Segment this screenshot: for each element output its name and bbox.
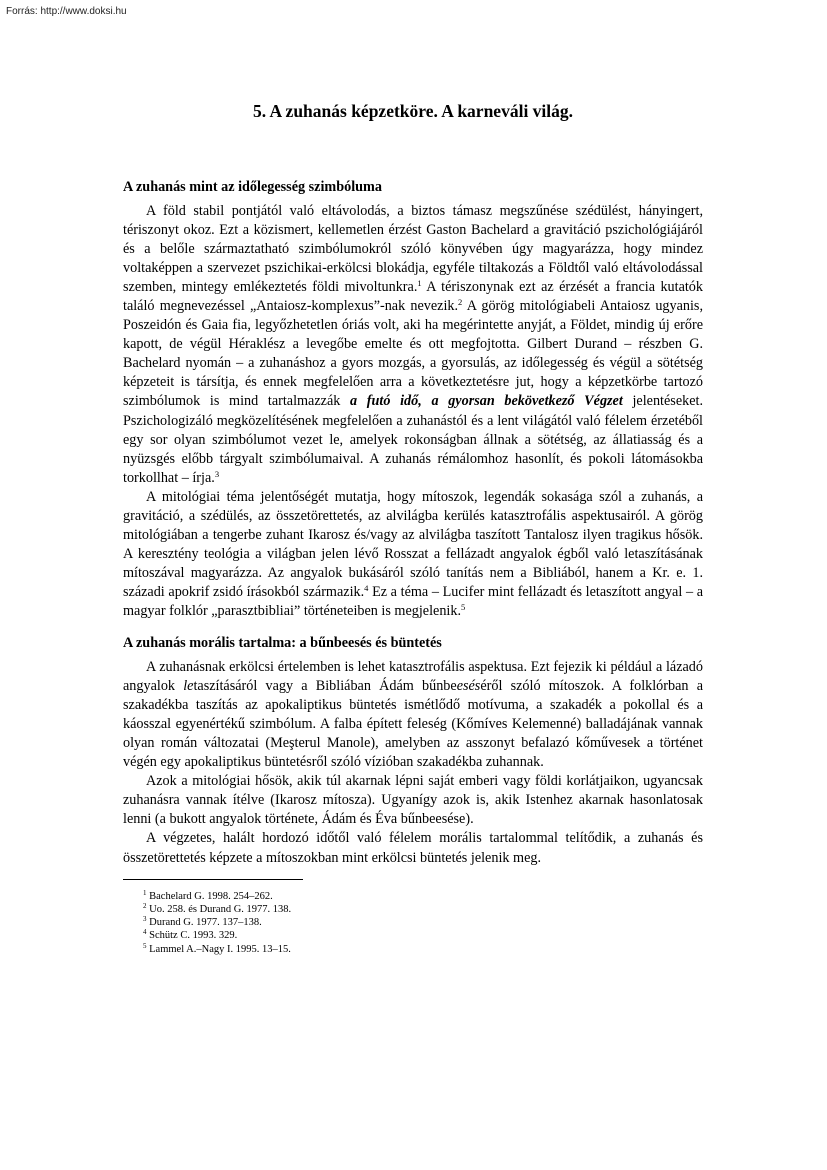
text-run: jelentéseket. Pszichologizáló megközelítésének megfelelően a zuhanástól és a lent világától való félelem érzetéből egy sor olyan szimbólumot vezet le, amelyek rokonságban állnak a sötétség, az állatiasság és a nyüzsgés előbb tárgyalt szimbólumaival. A zuhanás rémálomhoz hasonlít, és pokoli látomásokba torkollhat – írja. (123, 393, 703, 486)
paragraph (123, 488, 703, 621)
text-run: A görög mitológiabeli Antaiosz ugyanis, Poszeidón és Gaia fia, legyőzhetetlen óriás volt, aki ha megérintette anyját, a Földet, mindig új erőre kapott, de végül Héraklész a levegőbe emelte és ott megfojtotta. Gilbert Durand – részben G. Bachelard nyomán – a zuhanáshoz a gyors mozgás, a gyorsulás, az időlegesség és végül a sötétség képzeteit is társítja, és ennek megfelelően arra a következtetésre jut, hogy a képzetkörbe tartozó szimbólumok is mind tartalmazzák (123, 298, 703, 410)
footnote-number: 3 (143, 915, 147, 924)
footnote-text: Schütz C. 1993. 329. (149, 930, 238, 942)
footnote-text: Bachelard G. 1998. 254–262. (149, 890, 273, 902)
source-label: Forrás: http://www.doksi.hu (6, 6, 127, 17)
text-run: A zuhanásnak erkölcsi értelemben is lehet katasztrofális aspektusa. Ezt fejezik ki például a lázadó angyalok (123, 659, 703, 695)
text-run: Ez a téma – Lucifer mint fellázadt és letaszított angyal – a magyar folklór „parasztbibliai” történeteiben is megjelenik. (123, 583, 704, 619)
footnote-ref[interactable]: 5 (461, 601, 466, 612)
text-run: A tériszonynak ezt az érzését a francia kutatók találó megnevezéssel „Antaiosz-komplexus”-nak nevezik. (123, 279, 703, 315)
footnote (143, 903, 703, 916)
text-run: éről szóló mítoszok. A folklórban a szakadékba taszítás az apokaliptikus büntetés ismétlődő motívuma, a szakadék a pokollal és a káosszal egyenértékű szimbólum. A falba épített feleség (Kőmíves Kelemenné) balladájának vannak olyan román változatai (Meşterul Manole), amelyben az asszonyt befalazó kőművesek a történet végén egy apokaliptikus büntetésről szóló vízióban szakadékba zuhannak. (123, 678, 703, 771)
footnote-ref[interactable]: 1 (417, 278, 422, 289)
document-page (123, 100, 703, 956)
footnote-text: Durand G. 1977. 137–138. (149, 917, 262, 929)
footnote-ref[interactable]: 3 (214, 468, 220, 479)
footnote-ref[interactable]: 2 (458, 297, 463, 308)
italic-run: le (183, 678, 194, 695)
footnote (143, 929, 703, 942)
footnote (143, 916, 703, 929)
footnote-ref[interactable]: 4 (364, 582, 369, 593)
footnote-text: Uo. 258. és Durand G. 1977. 138. (149, 903, 292, 915)
section-heading-moral: A zuhanás morális tartalma: a bűnbeesés és büntetés (123, 635, 442, 652)
paragraph: Azok a mitológiai hősök, akik túl akarnak lépni saját emberi vagy földi korlátjaikon, ugyancsak zuhanásra vannak ítélve (Ikarosz mítosza). Ugyanígy azok is, akik Istenhez akarnak hasonlatosak lenni (a bukott angyalok története, Ádám és Éva bűnbeesése). (123, 773, 703, 828)
paragraph (123, 202, 703, 488)
footnote-number: 4 (143, 928, 147, 937)
footnote-number: 1 (143, 888, 147, 897)
footnote-number: 2 (143, 901, 147, 910)
paragraph (123, 658, 703, 772)
text-run: A föld stabil pontjától való eltávolodás, a biztos támasz megszűnése szédülést, hányingert, tériszonyt okoz. Ezt a közismert, kellemetlen érzést Gaston Bachelard a gravitáció pszichológiájáról és a belőle származtatható szimbólumokról szóló könyvében úgy magyarázza, hogy mindez voltaképpen a szervezet pszichikai-erkölcsi blokádja, egyféle tiltakozás a Földtől való eltávolodással szemben, mintegy emlékeztetés földi mivoltunkra. (123, 203, 703, 296)
footnote (143, 943, 703, 956)
footnote (143, 890, 703, 903)
emphasis-text: a futó idő, a gyorsan bekövetkező Végzet (350, 393, 623, 410)
paragraph: A végzetes, halált hordozó időtől való félelem morális tartalommal telítődik, a zuhanás és összetörettetés képzete a mítoszokban mint erkölcsi büntetés jelenik meg. (123, 830, 703, 866)
footnote-number: 5 (143, 941, 147, 950)
text-run: A mitológiai téma jelentőségét mutatja, hogy mítoszok, legendák sokasága szól a zuhanás, a gravitáció, a szédülés, az összetörettetés, az alvilágba kerülés katasztrofális aspektusairól. A görög mitológiában a tengerbe zuhant Ikarosz és/vagy az alvilágba taszított Tantalosz ilyen tragikus hősök. A keresztény teológia a világban jelen lévő Rosszat a fellázadt angyalok égből való letaszításának mítoszával magyarázza. Az angyalok bukásáról szóló tanítás nem a Bibliából, hanem a Kr. e. 1. századi apokrif zsidó írásokból származik. (123, 488, 703, 600)
page-title: 5. A zuhanás képzetköre. A karneváli világ. (252, 101, 574, 121)
text-run: taszításáról vagy a Bibliában Ádám bűnbe (193, 678, 457, 695)
italic-run: esés (456, 678, 481, 695)
footnote-divider (123, 879, 303, 880)
footnotes (123, 890, 703, 956)
section-heading-time-symbol: A zuhanás mint az időlegesség szimbóluma (123, 179, 382, 195)
footnote-text: Lammel A.–Nagy I. 1995. 13–15. (149, 943, 291, 955)
